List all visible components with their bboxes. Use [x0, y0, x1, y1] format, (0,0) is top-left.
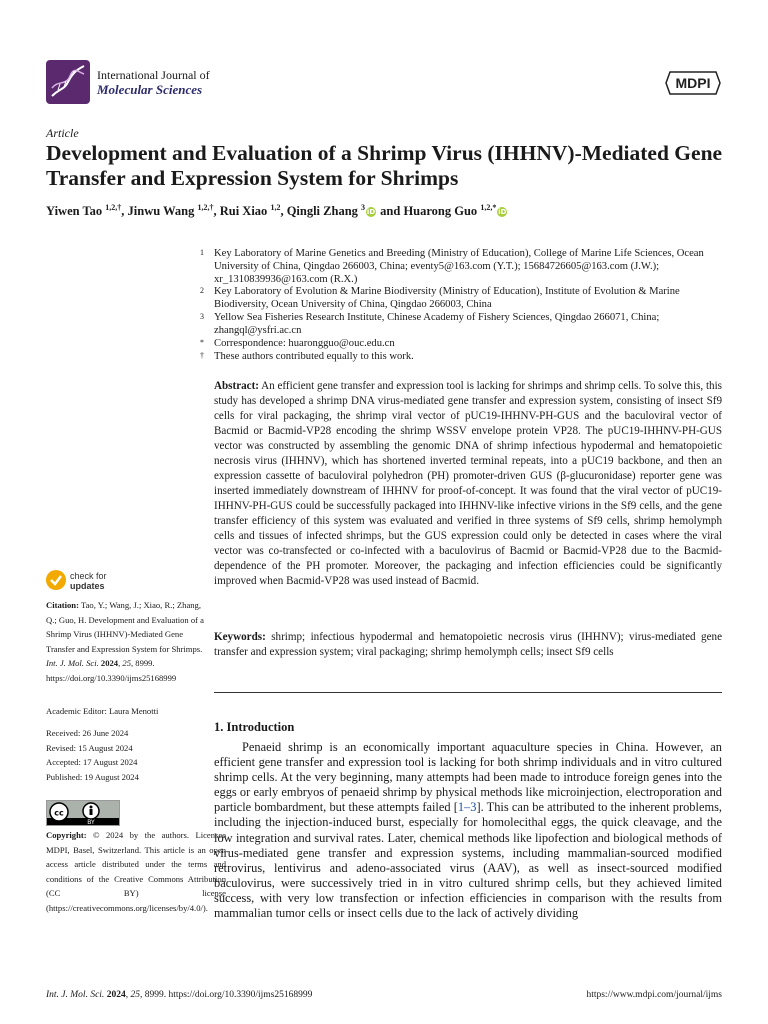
check-updates-icon: [46, 570, 66, 590]
date-received: Received: 26 June 2024: [46, 728, 129, 738]
author-name[interactable]: Qingli Zhang: [286, 204, 358, 219]
abstract: [214, 379, 722, 589]
correspondence: * Correspondence: huarongguo@ouc.edu.cn: [200, 338, 395, 349]
author-name[interactable]: Huarong Guo: [403, 204, 478, 219]
author-affil-mark: 3: [361, 203, 366, 212]
citation-label: Citation:: [46, 600, 79, 610]
copyright-label: Copyright:: [46, 830, 87, 840]
date-revised: Revised: 15 August 2024: [46, 742, 133, 753]
citation-block: Citation: Tao, Y.; Wang, J.; Xiao, R.; Zhang, Q.; Guo, H. Development and Evaluation of a Shrimp Virus (IHHNV)-Mediated Gene Transfer and Expression System for Shrimps. Int. J. Mol. Sci. 2024, 25, 8999. https://doi.org/10.3390/ijms25168999: [46, 600, 204, 683]
citation-doi-link[interactable]: https://doi.org/10.3390/ijms25168999: [46, 672, 177, 683]
author-affil-mark: 1,2: [270, 203, 281, 212]
check-for-updates-badge[interactable]: check for updates: [46, 570, 116, 594]
introduction-paragraph: Penaeid shrimp is an economically important aquaculture species in China. However, an efficient gene transfer and expression tool is lacking for both shrimp individuals and in vitro cultured shrimp cells. At the very beginning, many attempts had been made to introduce foreign genes into the eggs or early embryos of penaeid shrimp by physical methods like microinjection, electroporation and particle bombardment, but these attempts failed [1–3]. This can be attributed to the inherent problems, including the injection-induced burst, especially for homolecithal eggs, the quick cleavage, and the low integration and survival rates. Later, chemical methods like lipofection and biological methods of virus-mediated gene transfer and expression systems, including mammalian-sourced modified retrovirus, lentivirus and adeno-associated virus (AAV), as well as insect-sourced modified baculovirus, were successively tried in in vitro cultured shrimp cells, but they achieved limited success, with very low transfection or infection efficiencies in comparison with the results from mammalian tumor cells or insect cells due to the lack of actively dividing: [214, 740, 723, 921]
section-divider: [214, 692, 722, 693]
orcid-icon[interactable]: iD: [498, 208, 507, 217]
reference-link[interactable]: 1–3: [457, 800, 477, 815]
equal-contribution-note: † These authors contributed equally to this work.: [200, 351, 414, 362]
cc-by-license-icon[interactable]: [46, 800, 120, 826]
author-name[interactable]: Yiwen Tao: [46, 204, 103, 219]
date-accepted: Accepted: 17 August 2024: [46, 757, 138, 767]
section-heading: 1. Introduction: [214, 720, 295, 734]
author-affil-mark: 1,2,†: [105, 203, 122, 212]
author-affil-mark: 1,2,†: [197, 203, 214, 212]
author-name[interactable]: Jinwu Wang: [127, 204, 195, 219]
affiliation: 3 Yellow Sea Fisheries Research Institute, Chinese Academy of Fishery Sciences, Qingdao 266071, China; zhangql@ysfri.ac.cn: [200, 312, 660, 336]
mdpi-logo: [664, 70, 722, 101]
keywords: [214, 630, 722, 660]
abstract-label: Abstract:: [214, 380, 259, 392]
orcid-icon[interactable]: iD: [366, 208, 376, 217]
date-published: Published: 19 August 2024: [46, 771, 139, 782]
svg-text:MDPI: MDPI: [675, 75, 711, 91]
article-title: Development and Evaluation of a Shrimp Virus (IHHNV)-Mediated Gene Transfer and Expression System for Shrimps: [46, 141, 723, 190]
copyright-block: [46, 828, 226, 916]
article-dates: [46, 726, 139, 784]
article-type: Article: [46, 126, 79, 140]
svg-text:cc: cc: [54, 808, 64, 818]
author-name[interactable]: Rui Xiao: [219, 204, 268, 219]
footer-citation: Int. J. Mol. Sci. 2024, 25, 8999. https://doi.org/10.3390/ijms25168999: [46, 990, 313, 1000]
footer-journal-url[interactable]: https://www.mdpi.com/journal/ijms: [586, 990, 722, 1000]
journal-logo: [46, 60, 90, 104]
journal-name-line2: Molecular Sciences: [97, 82, 203, 97]
keywords-text: shrimp; infectious hypodermal and hematopoietic necrosis virus (IHHNV); virus-mediated gene transfer and expression system; viral packaging; shrimp hemolymph cells; insect Sf9 cells: [214, 631, 722, 658]
affiliation: 1 Key Laboratory of Marine Genetics and Breeding (Ministry of Education), College of Marine Life Sciences, Ocean University of China, Qingdao 266003, China; eventy5@163.com (Y.T.); 15684726605@163.com (J.W.); xr_1310839936@163.com (R.X.): [200, 248, 704, 285]
copyright-text: © 2024 by the authors. Licensee MDPI, Basel, Switzerland. This article is an open access article distributed under the terms and conditions of the Creative Commons Attribution (CC BY) license (https://creativecommons.org/licenses/by/4.0/).: [46, 830, 226, 913]
keywords-label: Keywords:: [214, 631, 266, 643]
author-affil-mark: 1,2,*: [480, 203, 497, 212]
abstract-text: An efficient gene transfer and expression tool is lacking for shrimps and shrimp cells. To solve this, this study has developed a shrimp DNA virus-mediated gene transfer and expression system, consisting of insect Sf9 cells for viral packaging, the shrimp viral vector of pUC19-IHHNV-PH-GUS and the baculoviral vector of Bacmid or Bacmid-VP28 encoding the shrimp WSSV envelope protein VP28. The pUC19-IHHNV-PH-GUS vector was constructed by assembling the genomic DNA of shrimp infectious hypodermal and hematopoietic necrosis virus (IHHNV), which has shortened inverted terminal repeats, into a pUC19 backbone, and then an expression cassette of baculoviral polyhedron (PH) promoter-driven GUS (β-glucuronidase) reporter gene was inserted immediately downstream of IHHNV for proof-of-concept. It was found that the viral vector of pUC19-IHHNV-PH-GUS could be successfully packaged into IHHNV-like infective virions in the Sf9 cells, and the gene transfer efficiency of this system was evaluated and verified in three systems of Sf9 cells, shrimp hemolymph cells and tissues of infected shrimps, but the GUS expression could only be detected in cases where the viral vector was co-transfected or co-infected with a baculovirus of Bacmid or Bacmid-VP28 due to the Bacmid-dependence of the PH promoter. Moreover, the packaging and infection efficiencies could be significantly improved when Bacmid-VP28 was used instead of Bacmid.: [214, 380, 722, 587]
citation-text: Tao, Y.; Wang, J.; Xiao, R.; Zhang, Q.; Guo, H. Development and Evaluation of a Shrimp Virus (IHHNV)-Mediated Gene Transfer and Expression System for Shrimps.: [46, 600, 204, 654]
academic-editor: Academic Editor: Laura Menotti: [46, 706, 159, 716]
svg-text:BY: BY: [87, 819, 95, 825]
journal-name-line1: International Journal of: [97, 68, 210, 82]
author-list: Yiwen Tao $^{1,2,\dagger}$, Jinwu Wang $^{1,2,\dagger}$, Rui Xiao $^{1,2}$, Qingli Zhang $^3$iD and Huarong Guo $^{1,2,*}$iD: [46, 203, 507, 219]
affiliation: 2 Key Laboratory of Evolution & Marine Biodiversity (Ministry of Education), Institute of Evolution & Marine Biodiversity, Ocean University of China, Qingdao 266003, China: [200, 286, 680, 310]
